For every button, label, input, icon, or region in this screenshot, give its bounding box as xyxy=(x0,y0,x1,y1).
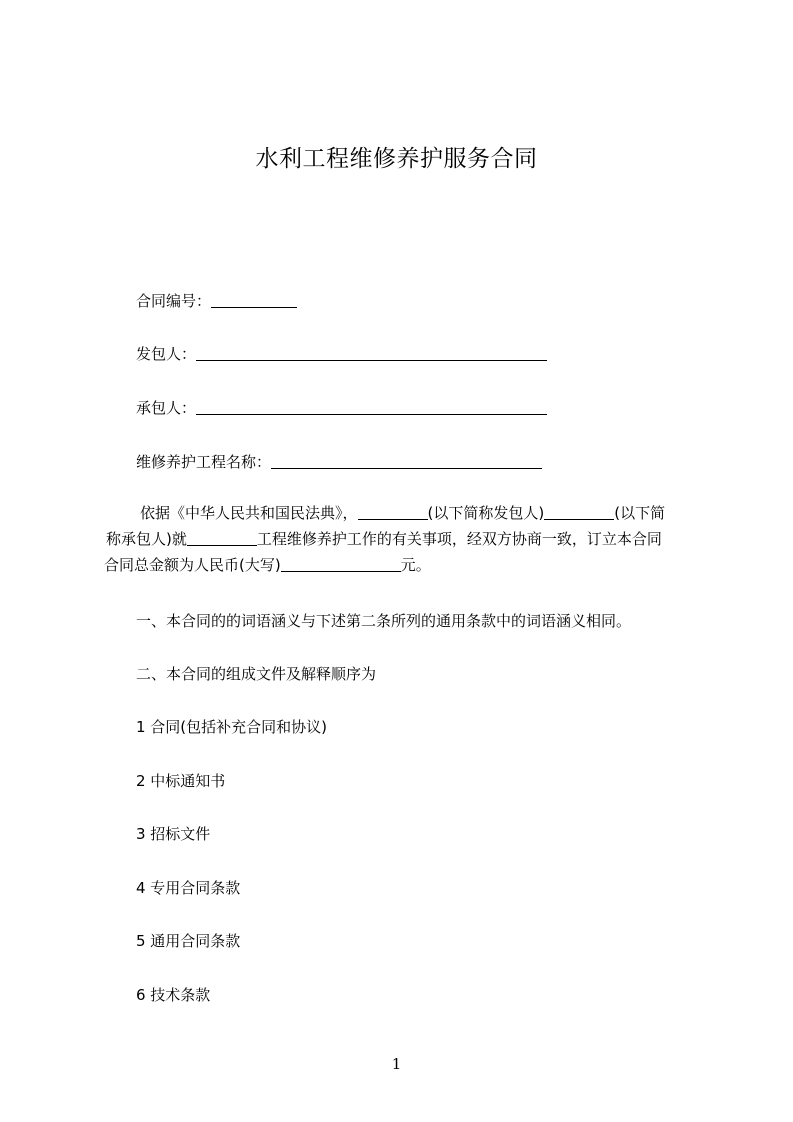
contractor-line xyxy=(136,398,547,418)
contract-number-label: 合同编号： xyxy=(136,292,212,310)
intro-row-1 xyxy=(104,500,694,526)
document-list-item: 4 专用合同条款 xyxy=(136,879,241,897)
employer-name-blank[interactable] xyxy=(358,505,428,520)
project-name-line xyxy=(136,452,542,472)
document-list-item: 6 技术条款 xyxy=(136,986,211,1004)
document-list-item: 5 通用合同条款 xyxy=(136,932,241,950)
contractor-label: 承包人： xyxy=(136,399,197,417)
intro-row-3 xyxy=(104,552,694,578)
clause-2: 二、本合同的组成文件及解释顺序为 xyxy=(136,665,377,683)
intro-row-2 xyxy=(104,526,694,552)
employer-line xyxy=(136,344,547,364)
intro-text-2: (以下简称发包人) xyxy=(427,504,545,522)
document-title: 水利工程维修养护服务合同 xyxy=(255,146,538,172)
contract-number-blank[interactable] xyxy=(211,293,297,308)
page-number: 1 xyxy=(391,1055,402,1073)
amount-blank[interactable] xyxy=(281,557,401,572)
employer-blank[interactable] xyxy=(196,346,547,361)
intro-paragraph xyxy=(104,500,694,578)
intro-text-6: 合同总金额为人民币(大写) xyxy=(104,556,281,574)
intro-text-4: 称承包人)就 xyxy=(106,530,187,548)
contractor-blank[interactable] xyxy=(196,400,547,415)
project-name-label: 维修养护工程名称： xyxy=(136,453,272,471)
document-list-item: 3 招标文件 xyxy=(136,825,211,843)
project-blank[interactable] xyxy=(187,531,257,546)
contract-number-line xyxy=(136,291,297,311)
intro-text-1: 依据《中华人民共和国民法典》， xyxy=(140,504,358,522)
clause-1: 一、本合同的的词语涵义与下述第二条所列的通用条款中的词语涵义相同。 xyxy=(136,612,632,630)
contractor-name-blank[interactable] xyxy=(544,505,614,520)
project-name-blank[interactable] xyxy=(271,454,542,469)
employer-label: 发包人： xyxy=(136,345,197,363)
intro-text-7: 元。 xyxy=(400,556,431,574)
document-list-item: 2 中标通知书 xyxy=(136,772,226,790)
intro-text-3: (以下简 xyxy=(614,504,666,522)
document-list-item: 1 合同(包括补充合同和协议) xyxy=(136,718,328,736)
intro-text-5: 工程维修养护工作的有关事项，经双方协商一致，订立本合同 xyxy=(256,530,662,548)
